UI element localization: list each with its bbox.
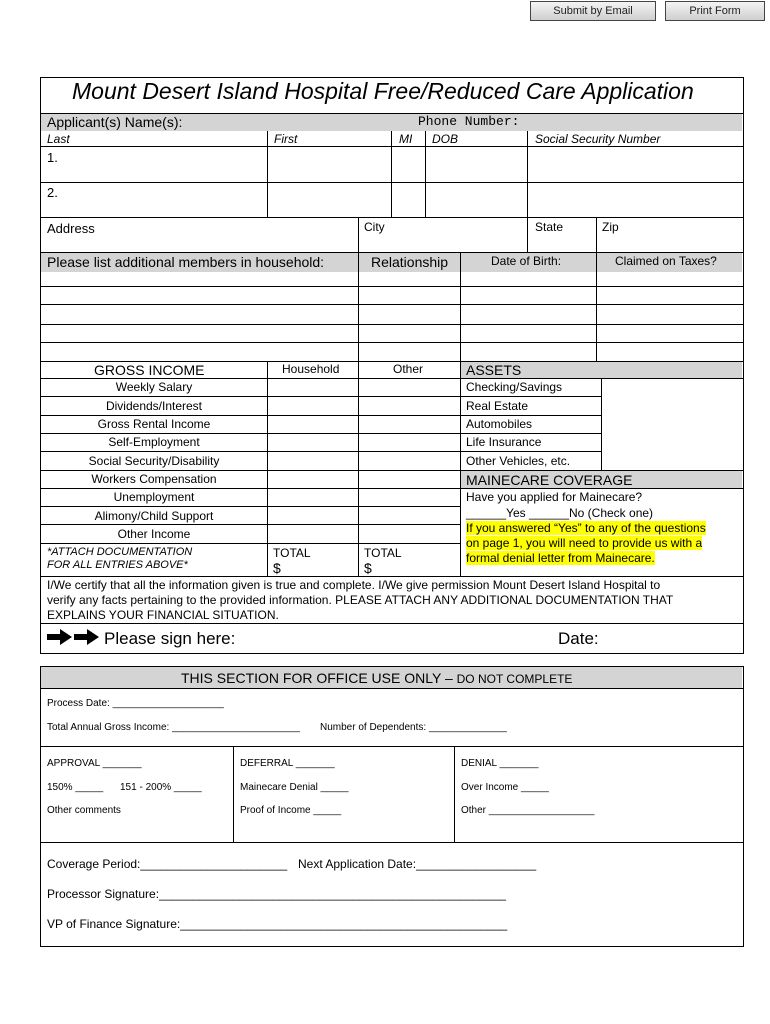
household-total-dollar: $ — [273, 560, 281, 576]
col-ssn: Social Security Number — [535, 132, 661, 146]
city-label: City — [364, 220, 385, 234]
coverage-period: Coverage Period:______________________ — [47, 857, 288, 871]
other-total-label: TOTAL — [364, 546, 402, 560]
mainecare-heading: MAINECARE COVERAGE — [466, 472, 633, 488]
income-item: Weekly Salary — [115, 380, 193, 394]
income-item: Alimony/Child Support — [94, 509, 214, 523]
col-last: Last — [47, 132, 70, 146]
income-item: Social Security/Disability — [88, 454, 220, 468]
col-first: First — [274, 132, 298, 146]
gross-income-heading: GROSS INCOME — [94, 362, 205, 378]
proof-of-income: Proof of Income _____ — [240, 805, 342, 816]
other-column-label: Other — [393, 362, 424, 376]
asset-item: Automobiles — [466, 417, 533, 431]
relationship-label: Relationship — [371, 254, 449, 270]
approval-150: 150% _____ — [47, 782, 104, 793]
mainecare-note-line-3: formal denial letter from Mainecare. — [466, 551, 655, 565]
submit-by-email-button[interactable]: Submit by Email — [530, 1, 656, 21]
applicant-row-1: 1. — [47, 150, 58, 165]
income-item: Unemployment — [113, 490, 195, 504]
address-label: Address — [47, 221, 95, 236]
household-column-label: Household — [282, 362, 340, 376]
approval: APPROVAL _______ — [47, 758, 142, 769]
approval-151-200: 151 - 200% _____ — [120, 782, 202, 793]
other-total-dollar: $ — [364, 560, 372, 576]
mainecare-note-line-1: If you answered “Yes” to any of the questions — [466, 521, 706, 535]
claimed-on-taxes-label: Claimed on Taxes? — [615, 254, 717, 268]
over-income: Over Income _____ — [461, 782, 549, 793]
income-item: Self-Employment — [108, 435, 200, 449]
sign-here-label: Please sign here: — [104, 629, 236, 648]
asset-item: Other Vehicles, etc. — [466, 454, 571, 468]
state-label: State — [535, 220, 564, 234]
total-annual-gross-income: Total Annual Gross Income: _______________________ — [47, 722, 300, 733]
mainecare-yes-no: ______Yes ______No (Check one) — [466, 506, 654, 520]
phone-label: Phone Number: — [418, 114, 520, 129]
date-of-birth-label: Date of Birth: — [491, 254, 562, 268]
applicant-row-2: 2. — [47, 185, 58, 200]
other-reason: Other ___________________ — [461, 805, 595, 816]
process-date: Process Date: ____________________ — [47, 698, 224, 709]
form-title: Mount Desert Island Hospital Free/Reduced Care Application — [72, 78, 694, 104]
next-application-date: Next Application Date:__________________ — [298, 857, 537, 871]
print-form-button[interactable]: Print Form — [665, 1, 765, 21]
asset-item: Life Insurance — [466, 435, 542, 449]
denial: DENIAL _______ — [461, 758, 539, 769]
col-dob: DOB — [432, 132, 459, 146]
income-item: Gross Rental Income — [97, 417, 211, 431]
other-comments: Other comments — [47, 805, 121, 816]
certify-line-1: I/We certify that all the information given is true and complete. I/We give permission Mount Desert Island Hospital to — [47, 578, 661, 592]
income-item: Workers Compensation — [91, 472, 217, 486]
income-item: Other Income — [117, 527, 191, 541]
col-mi: MI — [399, 132, 413, 146]
mainecare-question: Have you applied for Mainecare? — [466, 490, 643, 504]
office-header: THIS SECTION FOR OFFICE USE ONLY – DO NOT COMPLETE — [181, 670, 573, 686]
assets-heading: ASSETS — [466, 362, 522, 378]
date-label: Date: — [558, 629, 599, 648]
vp-finance-signature: VP of Finance Signature:_________________________________________________ — [47, 917, 508, 931]
applicants-label: Applicant(s) Name(s): — [47, 114, 183, 130]
certify-line-2: verify any facts pertaining to the provided information. PLEASE ATTACH ANY ADDITIONAL DOCUMENTATION THAT — [47, 593, 674, 607]
mainecare-note-line-2: on page 1, you will need to provide us with a — [466, 536, 703, 550]
certify-line-3: EXPLAINS YOUR FINANCIAL SITUATION. — [47, 608, 279, 622]
double-arrow-icon — [46, 628, 102, 646]
household-label: Please list additional members in household: — [47, 254, 325, 270]
attach-note-line-2: FOR ALL ENTRIES ABOVE* — [47, 559, 188, 571]
number-of-dependents: Number of Dependents: ______________ — [320, 722, 507, 733]
zip-label: Zip — [602, 220, 619, 234]
mainecare-denial: Mainecare Denial _____ — [240, 782, 349, 793]
asset-item: Real Estate — [466, 399, 529, 413]
processor-signature: Processor Signature:____________________________________________________ — [47, 887, 507, 901]
asset-item: Checking/Savings — [466, 380, 563, 394]
attach-note-line-1: *ATTACH DOCUMENTATION — [47, 546, 193, 558]
household-total-label: TOTAL — [273, 546, 311, 560]
income-item: Dividends/Interest — [105, 399, 203, 413]
deferral: DEFERRAL _______ — [240, 758, 335, 769]
